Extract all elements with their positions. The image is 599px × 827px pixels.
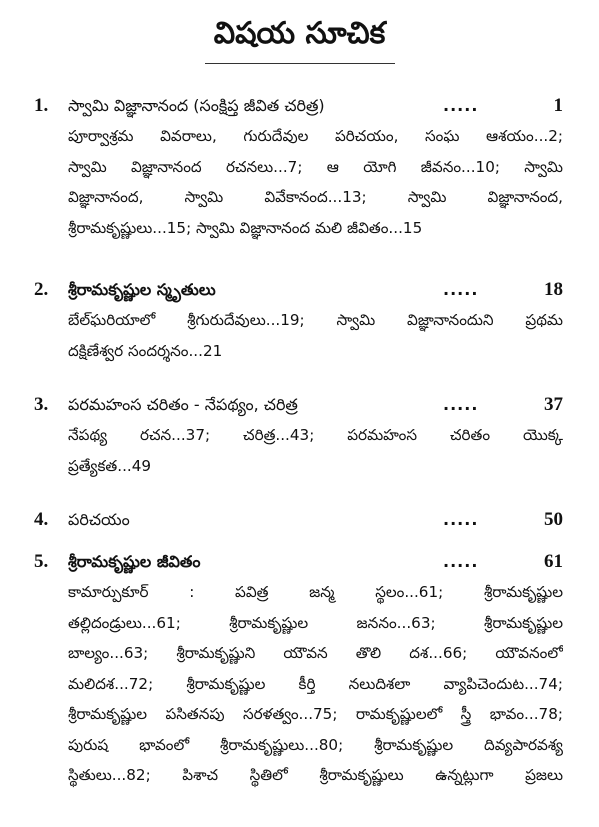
description-line: స్వామి విజ్ఞానానంద రచనలు...7; ఆ యోగి జీవనం...10; స్వామి xyxy=(68,157,563,176)
toc-entry-heading xyxy=(0,390,599,420)
description-line: విజ్ఞానానంద, స్వామి వివేకానంద...13; స్వామి విజ్ఞానానంద, xyxy=(68,188,563,206)
entry-page-number: 18 xyxy=(544,279,563,300)
page-title: విషయ సూచిక xyxy=(213,16,386,51)
toc-entry-heading xyxy=(0,547,599,577)
description-line: ప్రత్యేకత...49 xyxy=(68,456,152,475)
toc-entry-heading xyxy=(0,91,599,121)
entry-description xyxy=(68,305,563,366)
toc-entry-4 xyxy=(0,505,599,535)
entry-title: పరమహంస చరితం - నేపథ్యం, చరిత్ర xyxy=(68,395,298,414)
description-line: మలిదశ...72; శ్రీరామకృష్ణుల కీర్తి నలుదిశలా వ్యాపిచెందుట...74; xyxy=(68,674,563,693)
entry-description xyxy=(68,420,563,481)
entry-leader-dots: ..... xyxy=(443,280,479,299)
entry-leader-dots: ..... xyxy=(443,552,479,571)
entry-number: 5. xyxy=(34,551,49,572)
description-line: స్థితులు...82; పిశాచ స్థితిలో శ్రీరామకృష్ణులు ఉన్నట్లుగా ప్రజలు xyxy=(68,766,563,784)
description-line: తల్లిదండ్రులు...61; శ్రీరామకృష్ణుల జననం...63; శ్రీరామకృష్ణుల xyxy=(68,613,563,632)
entry-page-number: 50 xyxy=(544,509,563,530)
toc-entry-heading xyxy=(0,275,599,305)
entry-leader-dots: ..... xyxy=(443,395,479,414)
description-line: దక్షిణేశ్వర సందర్శనం...21 xyxy=(68,341,223,360)
description-line: కామార్పుకూర్ : పవిత్ర జన్మ స్థలం...61; శ్రీరామకృష్ణుల xyxy=(68,583,563,601)
title-underline xyxy=(205,63,395,64)
description-line: పురుష భావంలో శ్రీరామకృష్ణులు...80; శ్రీరామకృష్ణుల దివ్యపారవశ్య xyxy=(68,735,563,754)
entry-number: 4. xyxy=(34,509,49,530)
entry-number: 3. xyxy=(34,394,49,415)
entry-leader-dots: ..... xyxy=(443,96,479,115)
description-line: శ్రీరామకృష్ణులు...15; స్వామి విజ్ఞానానంద మలి జీవితం...15 xyxy=(68,218,423,237)
entry-page-number: 1 xyxy=(553,95,563,116)
description-line: శ్రీరామకృష్ణుల పసితనపు సరళత్వం...75; రామకృష్ణులలో స్త్రీ భావం...78; xyxy=(68,705,563,723)
entry-description xyxy=(68,577,563,791)
toc-entry-heading xyxy=(0,505,599,535)
entry-leader-dots: ..... xyxy=(443,510,479,529)
entry-number: 1. xyxy=(34,95,49,116)
toc-entry-1 xyxy=(0,91,599,243)
toc-entry-2 xyxy=(0,275,599,366)
entry-title: పరిచయం xyxy=(68,510,130,529)
description-line: నేపథ్య రచన...37; చరిత్ర...43; పరమహంస చరితం యొక్క xyxy=(68,426,563,444)
toc-entry-5 xyxy=(0,547,599,791)
entry-page-number: 61 xyxy=(544,551,563,572)
entry-page-number: 37 xyxy=(544,394,563,415)
entry-title: శ్రీరామకృష్ణుల స్మృతులు xyxy=(68,280,216,299)
entry-description xyxy=(68,121,563,243)
description-line: పూర్వాశ్రమ వివరాలు, గురుదేవుల పరిచయం, సంఘ ఆశయం...2; xyxy=(68,127,563,145)
entry-number: 2. xyxy=(34,279,49,300)
toc-entry-3 xyxy=(0,390,599,481)
entry-title: శ్రీరామకృష్ణుల జీవితం xyxy=(68,552,201,571)
description-line: బాల్యం...63; శ్రీరామకృష్ణుని యౌవన తొలి దశ...66; యౌవనంలో xyxy=(68,644,563,662)
entry-title: స్వామి విజ్ఞానానంద (సంక్షిప్త జీవిత చరిత్ర) xyxy=(68,96,325,115)
description-line: బేల్‌ఘరియాలో శ్రీగురుదేవులు...19; స్వామి విజ్ఞానానందుని ప్రథమ xyxy=(68,311,563,329)
